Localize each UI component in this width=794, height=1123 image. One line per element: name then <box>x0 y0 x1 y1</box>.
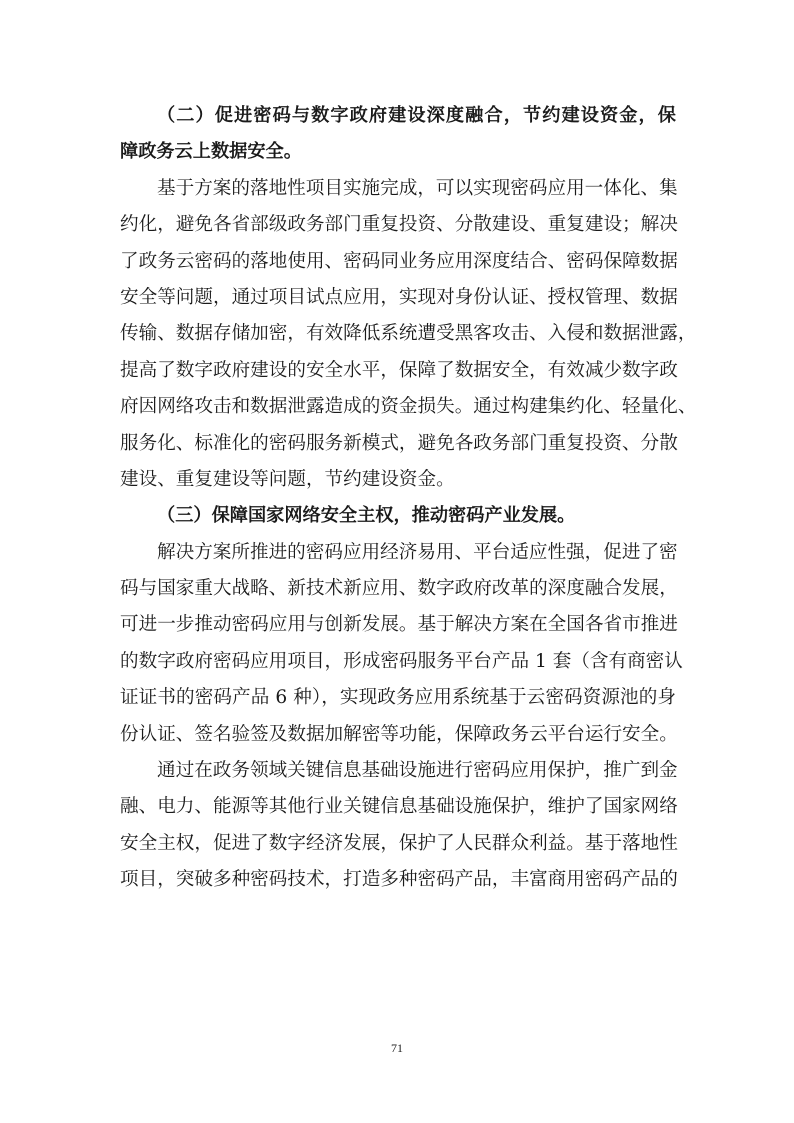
paragraph-line: 通过在政务领域关键信息基础设施进行密码应用保护，推广到金 <box>157 760 678 782</box>
paragraph-line: 码与国家重大战略、新技术新应用、数字政府改革的深度融合发展， <box>120 578 678 600</box>
paragraph-line: 传输、数据存储加密，有效降低系统遭受黑客攻击、入侵和数据泄露， <box>120 323 697 345</box>
paragraph-line: 服务化、标准化的密码服务新模式，避免各政务部门重复投资、分散 <box>120 432 678 454</box>
paragraph-line: 项目，突破多种密码技术，打造多种密码产品，丰富商用密码产品的 <box>120 869 678 891</box>
paragraph-line: 约化，避免各省部级政务部门重复投资、分散建设、重复建设；解决 <box>120 214 678 236</box>
page-number: 71 <box>391 1041 403 1055</box>
paragraph-line: 基于方案的落地性项目实施完成，可以实现密码应用一体化、集 <box>157 177 678 199</box>
section-heading-line: 障政务云上数据安全。 <box>120 141 302 163</box>
paragraph-line: 建设、重复建设等问题，节约建设资金。 <box>120 468 455 490</box>
paragraph-line: 解决方案所推进的密码应用经济易用、平台适应性强，促进了密 <box>157 541 678 563</box>
document-body <box>120 98 697 899</box>
paragraph-line: 府因网络攻击和数据泄露造成的资金损失。通过构建集约化、轻量化、 <box>120 396 697 418</box>
section-heading-line: （三）保障国家网络安全主权，推动密码产业发展。 <box>157 505 576 527</box>
paragraph-line: 的数字政府密码应用项目，形成密码服务平台产品 1 套（含有商密认 <box>120 650 683 672</box>
paragraph-line: 份认证、签名验签及数据加解密等功能，保障政务云平台运行安全。 <box>120 723 678 745</box>
paragraph-line: 可进一步推动密码应用与创新发展。基于解决方案在全国各省市推进 <box>120 614 678 636</box>
paragraph-line: 安全等问题，通过项目试点应用，实现对身份认证、授权管理、数据 <box>120 286 678 308</box>
paragraph-line: 安全主权，促进了数字经济发展，保护了人民群众利益。基于落地性 <box>120 832 678 854</box>
section-heading-line: （二）促进密码与数字政府建设深度融合，节约建设资金，保 <box>157 105 676 126</box>
paragraph-line: 证证书的密码产品 6 种），实现政务应用系统基于云密码资源池的身 <box>120 687 676 709</box>
paragraph-line: 了政务云密码的落地使用、密码同业务应用深度结合、密码保障数据 <box>120 250 678 272</box>
paragraph-line: 提高了数字政府建设的安全水平，保障了数据安全，有效减少数字政 <box>120 359 678 381</box>
paragraph-line: 融、电力、能源等其他行业关键信息基础设施保护，维护了国家网络 <box>120 796 678 818</box>
